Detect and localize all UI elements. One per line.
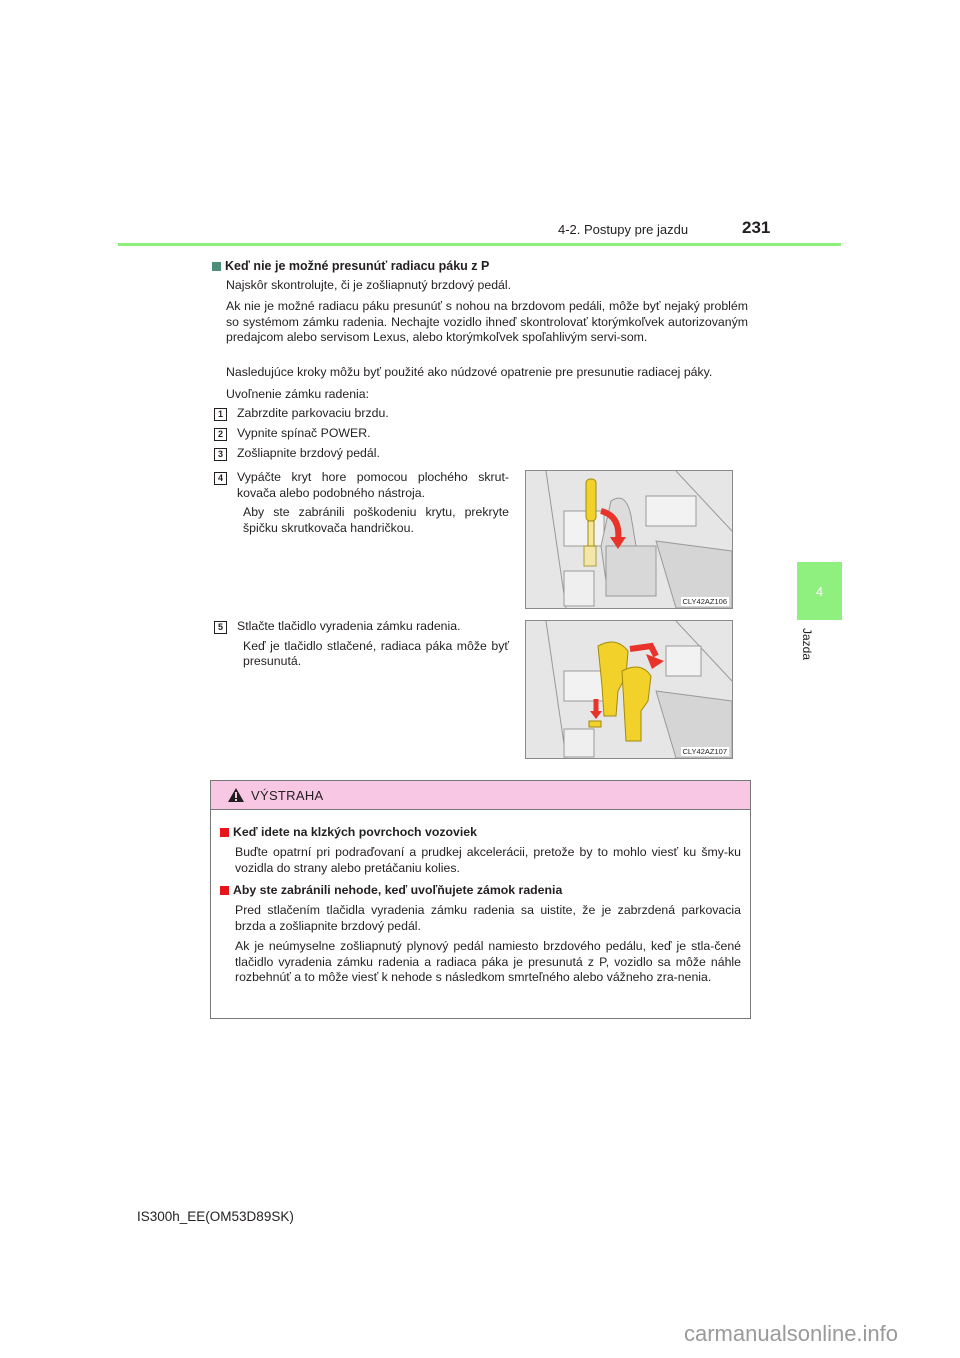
chapter-number: 4 — [815, 583, 824, 599]
header-rule — [118, 243, 841, 246]
warning-paragraph: Buďte opatrní pri podraďovaní a prudkej akcelerácii, pretože by to mohlo viesť ku šmy-ku vozidla do strany alebo pretáčaniu kolies. — [235, 845, 741, 875]
paragraph: Ak nie je možné radiacu páku presunúť s nohou na brzdovom pedáli, môže byť nejaký problém so systémom zámku radenia. Nechajte vozidlo ihneď skontrolovať ktorýmkoľvek autorizovaným predajcom alebo servisom Lexus, alebo ktorýmkoľvek spoľahlivým servi-som. — [226, 299, 748, 344]
step-3 — [214, 446, 509, 462]
step-4 — [214, 470, 509, 536]
step-note: Aby ste zabránili poškodeniu krytu, prekryte špičku skrutkovača handričkou. — [243, 505, 509, 535]
warning-paragraph: Pred stlačením tlačidla vyradenia zámku radenia sa uistite, že je zabrzdená parkovacia brzda a zošliapnite brzdový pedál. — [235, 903, 741, 933]
illustration-screwdriver — [525, 470, 733, 609]
chapter-tab[interactable] — [797, 562, 842, 620]
warning-item-title — [220, 825, 477, 839]
step-number-icon: 3 — [214, 448, 227, 461]
warning-header — [211, 781, 750, 810]
console-screwdriver-illustration — [526, 471, 732, 608]
warning-item-title-text: Aby ste zabránili nehode, keď uvoľňujete zámok radenia — [233, 883, 563, 897]
warning-title: VÝSTRAHA — [251, 787, 324, 803]
square-bullet-icon — [220, 828, 229, 837]
step-note: Keď je tlačidlo stlačené, radiaca páka môže byť presunutá. — [243, 638, 509, 668]
section-title-text: Keď nie je možné presunúť radiacu páku z P — [225, 259, 490, 273]
step-number-icon: 4 — [214, 472, 227, 485]
console-shift-lever-illustration — [526, 621, 732, 758]
model-code: IS300h_EE(OM53D89SK) — [137, 1209, 294, 1224]
paragraph: Uvoľnenie zámku radenia: — [226, 387, 370, 401]
illustration-shift-release — [525, 620, 733, 759]
warning-item-title — [220, 883, 562, 897]
step-5 — [214, 619, 509, 670]
step-number-icon: 1 — [214, 408, 227, 421]
square-bullet-icon — [212, 262, 221, 271]
step-text: Vypnite spínač POWER. — [237, 426, 371, 440]
step-1 — [214, 406, 509, 422]
warning-paragraph: Ak je neúmyselne zošliapnutý plynový pedál namiesto brzdového pedálu, keď je stla-čené tlačidlo vyradenia zámku radenia a radiaca páka je presunutá z P, vozidlo sa môže náhle rozbehnúť a to môže viesť k nehode s následkom smrteľného alebo vážneho zra-nenia. — [235, 939, 741, 984]
step-2 — [214, 426, 509, 442]
step-text: Zošliapnite brzdový pedál. — [237, 446, 380, 460]
paragraph: Najskôr skontrolujte, či je zošliapnutý brzdový pedál. — [226, 278, 512, 292]
watermark-link[interactable]: carmanualsonline.info — [684, 1321, 899, 1346]
warning-item-title-text: Keď idete na klzkých povrchoch vozoviek — [233, 825, 477, 839]
paragraph: Nasledujúce kroky môžu byť použité ako núdzové opatrenie pre presunutie radiacej páky. — [226, 365, 713, 379]
image-code: CLY42AZ106 — [682, 597, 727, 606]
step-text: Zabrzdite parkovaciu brzdu. — [237, 406, 389, 420]
square-bullet-icon — [220, 886, 229, 895]
step-text: Stlačte tlačidlo vyradenia zámku radenia. — [237, 619, 461, 633]
section-title — [212, 259, 489, 273]
image-code: CLY42AZ107 — [682, 747, 727, 756]
page-number: 231 — [742, 218, 771, 237]
step-text: Vypáčte kryt hore pomocou plochého skrut-kovača alebo podobného nástroja. — [237, 470, 509, 500]
step-number-icon: 5 — [214, 621, 227, 634]
chapter-label: Jazda — [800, 628, 814, 661]
warning-triangle-icon — [227, 787, 245, 803]
warning-box — [210, 780, 751, 1019]
step-number-icon: 2 — [214, 428, 227, 441]
section-header: 4-2. Postupy pre jazdu — [558, 222, 689, 237]
